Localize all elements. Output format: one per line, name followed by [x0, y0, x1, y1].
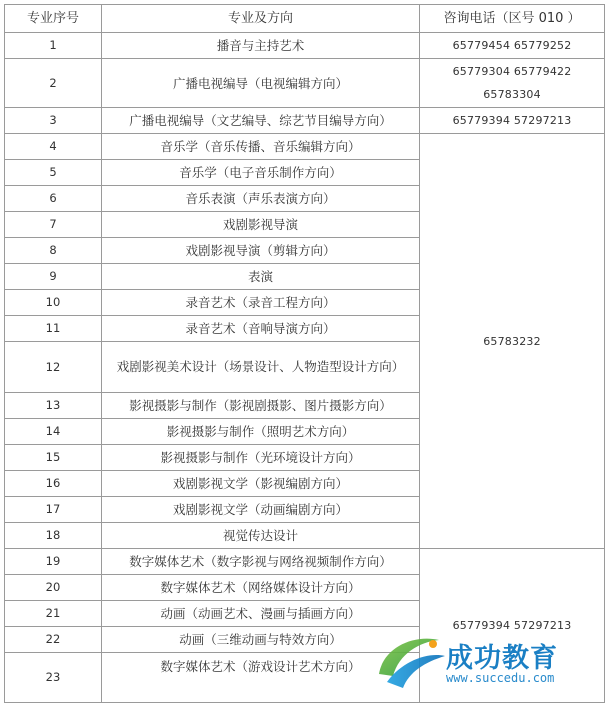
row-number: 20: [5, 575, 102, 601]
table-row: [5, 33, 605, 59]
row-number: 6: [5, 186, 102, 212]
table-row: [5, 59, 605, 108]
row-major: 影视摄影与制作（照明艺术方向）: [102, 419, 420, 445]
row-major: 表演: [102, 264, 420, 290]
row-number: 14: [5, 419, 102, 445]
phone-cell: 65783232: [420, 134, 605, 549]
row-major: 数字媒体艺术（网络媒体设计方向）: [102, 575, 420, 601]
row-number: 23: [5, 653, 102, 703]
row-major: 动画（动画艺术、漫画与插画方向）: [102, 601, 420, 627]
majors-table: [4, 4, 605, 703]
row-number: 22: [5, 627, 102, 653]
header-major-direction: 专业及方向: [102, 5, 420, 33]
table-row: [5, 108, 605, 134]
row-number: 17: [5, 497, 102, 523]
phone-cell: [420, 59, 605, 108]
header-phone: 咨询电话（区号 010 ）: [420, 5, 605, 33]
row-major: 影视摄影与制作（光环境设计方向）: [102, 445, 420, 471]
row-number: 13: [5, 393, 102, 419]
row-major: 戏剧影视文学（动画编剧方向）: [102, 497, 420, 523]
row-number: 15: [5, 445, 102, 471]
row-number: 19: [5, 549, 102, 575]
row-major: 影视摄影与制作（影视剧摄影、图片摄影方向）: [102, 393, 420, 419]
row-major: 录音艺术（音响导演方向）: [102, 316, 420, 342]
header-major-number: 专业序号: [5, 5, 102, 33]
row-major: 戏剧影视导演: [102, 212, 420, 238]
row-number: 11: [5, 316, 102, 342]
row-major: 音乐学（音乐传播、音乐编辑方向）: [102, 134, 420, 160]
row-number: 10: [5, 290, 102, 316]
row-major: 戏剧影视文学（影视编剧方向）: [102, 471, 420, 497]
row-major: 音乐表演（声乐表演方向）: [102, 186, 420, 212]
phone-cell: 65779394 57297213: [420, 549, 605, 703]
phone-line: 65779304 65779422: [452, 65, 572, 78]
header-row: [5, 5, 605, 33]
row-number: 12: [5, 342, 102, 393]
row-major: 戏剧影视导演（剪辑方向）: [102, 238, 420, 264]
row-major: 广播电视编导（文艺编导、综艺节目编导方向）: [102, 108, 420, 134]
table-row: [5, 134, 605, 160]
row-number: 3: [5, 108, 102, 134]
row-number: 21: [5, 601, 102, 627]
row-number: 1: [5, 33, 102, 59]
row-major: 视觉传达设计: [102, 523, 420, 549]
row-major: 录音艺术（录音工程方向）: [102, 290, 420, 316]
row-number: 2: [5, 59, 102, 108]
watermark-text: 成功教育: [446, 643, 558, 674]
row-number: 4: [5, 134, 102, 160]
row-number: 18: [5, 523, 102, 549]
row-number: 16: [5, 471, 102, 497]
row-major: 数字媒体艺术（游戏设计艺术方向）: [102, 653, 420, 703]
phone-cell: 65779394 57297213: [420, 108, 605, 134]
row-number: 8: [5, 238, 102, 264]
row-number: 7: [5, 212, 102, 238]
row-major: 广播电视编导（电视编辑方向）: [102, 59, 420, 108]
row-major: 播音与主持艺术: [102, 33, 420, 59]
watermark-url: www.succedu.com: [446, 671, 555, 685]
table-row: [5, 549, 605, 575]
phone-cell: 65779454 65779252: [420, 33, 605, 59]
row-major: 动画（三维动画与特效方向）: [102, 627, 420, 653]
row-major: 戏剧影视美术设计（场景设计、人物造型设计方向）: [102, 342, 420, 393]
row-major: 音乐学（电子音乐制作方向）: [102, 160, 420, 186]
row-number: 9: [5, 264, 102, 290]
row-number: 5: [5, 160, 102, 186]
row-major: 数字媒体艺术（数字影视与网络视频制作方向）: [102, 549, 420, 575]
phone-line: 65783304: [483, 88, 541, 101]
